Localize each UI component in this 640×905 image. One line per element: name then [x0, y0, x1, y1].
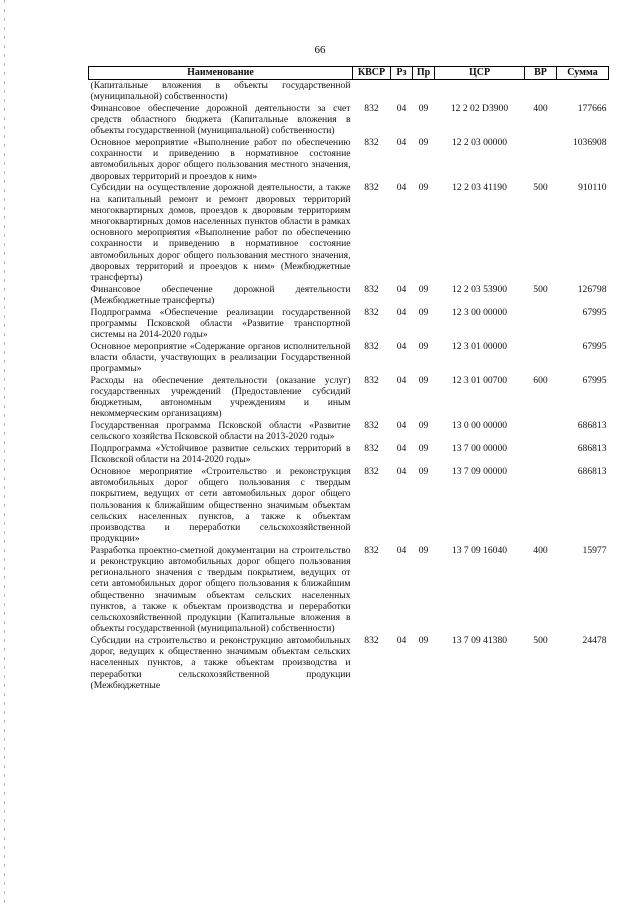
- table-row: [89, 545, 609, 635]
- cell-name: Субсидии на осуществление дорожной деятельности, а также на капитальный ремонт и ремонт дворовых территорий многоквартирных домов, проездов к дворовым территориям многоквартирных домов населенных пунктов области в рамках основного мероприятия «Выполнение работ по обеспечению сохранности и приведению в нормативное состояние автомобильных дорог общего пользования местного значения, дворовых территорий и проездов к ним» (Межбюджетные трансферты): [90, 182, 351, 283]
- cell-sum: 686813: [577, 465, 607, 477]
- cell-rz: 04: [396, 102, 407, 114]
- cell-csr: 12 3 01 00000: [451, 340, 508, 352]
- cell-pr: 09: [418, 102, 429, 114]
- cell-csr: 13 7 09 41380: [451, 634, 508, 646]
- cell-csr: 12 2 03 41190: [452, 182, 507, 194]
- cell-csr: 12 2 03 53900: [451, 283, 508, 295]
- table-row: [89, 443, 609, 466]
- cell-pr: 09: [418, 137, 429, 149]
- cell-sum: 177666: [577, 102, 607, 114]
- cell-vr: [525, 466, 557, 545]
- cell-vr: 400: [533, 102, 548, 114]
- cell-rz: 04: [396, 465, 407, 477]
- cell-rz: 04: [396, 283, 407, 295]
- cell-pr: 09: [418, 182, 429, 194]
- cell-vr: [525, 80, 557, 103]
- cell-pr: 09: [418, 544, 429, 556]
- cell-pr: 09: [418, 634, 429, 646]
- cell-rz: 04: [396, 182, 407, 194]
- header-pr: Пр: [413, 67, 435, 80]
- cell-sum: 67995: [582, 340, 607, 352]
- table-header: [89, 67, 609, 80]
- cell-name: Субсидии на строительство и реконструкцию автомобильных дорог, ведущих к общественно значимым объектам сельских населенных пунктов, а также объектам производства и переработки сельскохозяйственной продукции (Межбюджетные: [90, 634, 351, 691]
- cell-pr: 09: [418, 306, 429, 318]
- header-vr: ВР: [525, 67, 557, 80]
- cell-kvsr: 832: [364, 340, 379, 352]
- cell-kvsr: 832: [364, 182, 379, 194]
- cell-pr: 09: [418, 465, 429, 477]
- cell-kvsr: 832: [364, 137, 379, 149]
- table-row: [89, 420, 609, 443]
- cell-sum: 67995: [582, 306, 607, 318]
- table-row: [89, 137, 609, 182]
- header-sum: Сумма: [557, 67, 609, 80]
- cell-csr: 12 2 03 00000: [451, 137, 508, 149]
- cell-kvsr: 832: [364, 443, 379, 454]
- cell-csr: 13 7 09 00000: [451, 465, 508, 477]
- cell-rz: 04: [396, 443, 407, 454]
- table-row: [89, 341, 609, 375]
- cell-pr: 09: [418, 374, 429, 386]
- cell-rz: 04: [396, 420, 407, 432]
- table-row: [89, 466, 609, 545]
- cell-sum: 67995: [582, 374, 607, 386]
- cell-name: Основное мероприятие «Содержание органов исполнительной власти области, участвующих в реализации Государственной программы»: [90, 340, 351, 375]
- cell-kvsr: 832: [364, 306, 379, 318]
- cell-sum: 686813: [577, 420, 607, 432]
- cell-rz: 04: [396, 306, 407, 318]
- cell-pr: [413, 80, 435, 103]
- table-row: [89, 284, 609, 307]
- table-body: [89, 80, 609, 692]
- cell-name: Финансовое обеспечение дорожной деятельности (Межбюджетные трансферты): [90, 283, 351, 306]
- cell-kvsr: 832: [364, 420, 379, 432]
- cell-pr: 09: [418, 283, 429, 295]
- cell-vr: 600: [533, 374, 548, 386]
- cell-csr: 12 3 01 00700: [451, 374, 508, 386]
- cell-name: (Капитальные вложения в объекты государственной (муниципальной) собственности): [90, 80, 351, 103]
- cell-csr: 13 7 00 00000: [451, 443, 508, 454]
- cell-sum: 15977: [582, 544, 607, 556]
- header-name: Наименование: [89, 67, 353, 80]
- cell-name: Расходы на обеспечение деятельности (оказание услуг) государственных учреждений (Предоставление субсидий бюджетным, автономным учреждениям и иным некоммерческим организациям): [90, 374, 351, 420]
- cell-vr: 500: [533, 182, 548, 194]
- header-row: [89, 67, 609, 80]
- cell-vr: [525, 137, 557, 182]
- header-csr: ЦСР: [435, 67, 525, 80]
- cell-name: Подпрограмма «Устойчивое развитие сельских территорий в Псковской области на 2014-2020 годы»: [90, 443, 351, 466]
- table-row: [89, 307, 609, 341]
- table-row: [89, 182, 609, 283]
- cell-sum: [557, 80, 609, 103]
- table-row: [89, 375, 609, 420]
- cell-vr: 400: [533, 544, 548, 556]
- cell-kvsr: 832: [364, 544, 379, 556]
- header-kvsr: КВСР: [353, 67, 391, 80]
- cell-name: Основное мероприятие «Выполнение работ по обеспечению сохранности и приведению в нормативное состояние автомобильных дорог общего пользования местного значения, дворовых территорий и проездов к ним»: [90, 137, 351, 182]
- cell-rz: 04: [396, 634, 407, 646]
- cell-csr: 13 0 00 00000: [451, 420, 508, 432]
- cell-vr: 500: [533, 283, 548, 295]
- cell-rz: 04: [396, 137, 407, 149]
- cell-kvsr: 832: [364, 283, 379, 295]
- table-row: [89, 635, 609, 692]
- cell-kvsr: [353, 80, 391, 103]
- cell-kvsr: 832: [364, 465, 379, 477]
- cell-vr: [525, 341, 557, 375]
- cell-kvsr: 832: [364, 374, 379, 386]
- cell-sum: 126798: [577, 283, 607, 295]
- page-number: 66: [314, 44, 326, 56]
- cell-sum: 910110: [578, 182, 607, 194]
- cell-name: Финансовое обеспечение дорожной деятельности за счет средств областного бюджета (Капитальные вложения в объекты государственной (муниципальной) собственности): [90, 102, 351, 137]
- cell-pr: 09: [418, 420, 429, 432]
- cell-name: Подпрограмма «Обеспечение реализации государственной программы Псковской области «Развитие транспортной системы на 2014-2020 годы»: [90, 306, 351, 340]
- scan-edge-mark: [4, 0, 5, 905]
- cell-vr: [525, 420, 557, 443]
- cell-vr: 500: [533, 634, 548, 646]
- cell-rz: [391, 80, 413, 103]
- cell-pr: 09: [418, 340, 429, 352]
- cell-name: Государственная программа Псковской области «Развитие сельского хозяйства Псковской области на 2013-2020 годы»: [90, 420, 351, 443]
- cell-csr: 13 7 09 16040: [451, 544, 508, 556]
- cell-csr: 12 3 00 00000: [451, 306, 508, 318]
- cell-sum: 24478: [582, 634, 607, 646]
- cell-kvsr: 832: [364, 102, 379, 114]
- cell-rz: 04: [396, 544, 407, 556]
- cell-csr: 12 2 02 D3900: [450, 102, 509, 114]
- header-rz: Рз: [391, 67, 413, 80]
- table-row: [89, 103, 609, 137]
- cell-csr: [435, 80, 525, 103]
- cell-name: Разработка проектно-сметной документации на строительство и реконструкцию автомобильных дорог общего пользования регионального значения с твердым покрытием, ведущих от сети автомобильных дорог общего пользования к ближайшим общественно значимым объектам сельских населенных пунктов, а также к объектам производства и переработки сельскохозяйственной продукции (Капитальные вложения в объекты государственной (муниципальной) собственности): [90, 544, 351, 635]
- cell-rz: 04: [396, 340, 407, 352]
- cell-vr: [525, 307, 557, 341]
- cell-vr: [525, 443, 557, 466]
- cell-sum: 1036908: [572, 137, 607, 149]
- cell-pr: 09: [418, 443, 429, 454]
- budget-table: [88, 66, 609, 691]
- table-row: [89, 80, 609, 103]
- cell-sum: 686813: [577, 443, 607, 454]
- cell-name: Основное мероприятие «Строительство и реконструкция автомобильных дорог общего пользования с твердым покрытием, ведущих от сети автомобильных дорог общего пользования к ближайшим общественно значимым объектам сельских населенных пунктов, а также к объектам производства и переработки сельскохозяйственной продукции»: [90, 465, 351, 545]
- cell-rz: 04: [396, 374, 407, 386]
- cell-kvsr: 832: [364, 634, 379, 646]
